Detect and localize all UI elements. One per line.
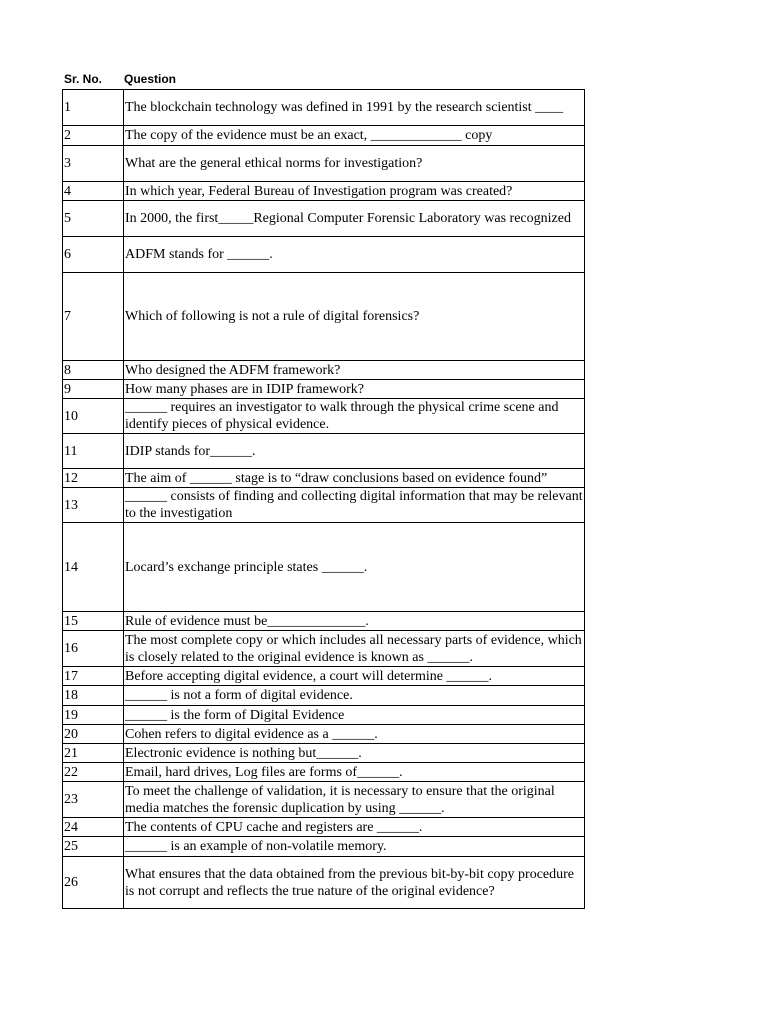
row-number: 25 [63, 837, 124, 857]
row-number: 14 [63, 523, 124, 612]
question-text: In which year, Federal Bureau of Investigation program was created? [124, 182, 585, 201]
table-row [63, 818, 585, 837]
question-text: The contents of CPU cache and registers are ______. [124, 818, 585, 837]
table-row [63, 667, 585, 686]
table-row [63, 380, 585, 399]
row-number: 18 [63, 686, 124, 706]
question-text: In 2000, the first_____Regional Computer Forensic Laboratory was recognized [124, 201, 585, 237]
row-number: 4 [63, 182, 124, 201]
table-row [63, 434, 585, 469]
table-row [63, 182, 585, 201]
question-text: What are the general ethical norms for investigation? [124, 146, 585, 182]
table-row [63, 837, 585, 857]
header-sr-no: Sr. No. [64, 72, 103, 86]
header-question: Question [124, 72, 177, 86]
question-text: The blockchain technology was defined in 1991 by the research scientist ____ [124, 90, 585, 126]
table-row [63, 488, 585, 523]
question-text: ______ consists of finding and collecting digital information that may be relevant to the investigation [125, 489, 583, 521]
row-number: 23 [63, 782, 124, 818]
table-row [63, 725, 585, 744]
table-row [63, 273, 585, 361]
row-number: 10 [63, 399, 124, 434]
row-number: 19 [63, 706, 124, 725]
table-row [63, 744, 585, 763]
question-text: Which of following is not a rule of digital forensics? [124, 273, 585, 361]
row-number: 21 [63, 744, 124, 763]
question-text: ______ is an example of non-volatile memory. [124, 837, 585, 857]
question-sheet [62, 70, 584, 909]
table-row [63, 763, 585, 782]
table-row [63, 90, 585, 126]
table-row [63, 126, 585, 146]
table-row [63, 686, 585, 706]
table-row [63, 201, 585, 237]
row-number: 15 [63, 612, 124, 631]
row-number: 1 [63, 90, 124, 126]
table-row [63, 612, 585, 631]
table-row [63, 706, 585, 725]
question-text: How many phases are in IDIP framework? [124, 380, 585, 399]
question-text: ADFM stands for ______. [124, 237, 585, 273]
question-text: To meet the challenge of validation, it is necessary to ensure that the original media matches the forensic duplication by using ______. [124, 782, 585, 818]
row-number: 5 [63, 201, 124, 237]
row-number: 8 [63, 361, 124, 380]
question-text: What ensures that the data obtained from the previous bit-by-bit copy procedure is not corrupt and reflects the true nature of the original evidence? [124, 857, 585, 909]
question-text: Cohen refers to digital evidence as a ______. [124, 725, 585, 744]
question-text: Email, hard drives, Log files are forms of______. [124, 763, 585, 782]
row-number: 13 [63, 488, 124, 523]
question-text: Before accepting digital evidence, a court will determine ______. [124, 667, 585, 686]
question-text: Who designed the ADFM framework? [124, 361, 585, 380]
question-text: Rule of evidence must be______________. [124, 612, 585, 631]
table-row [63, 782, 585, 818]
row-number: 7 [63, 273, 124, 361]
row-number: 12 [63, 469, 124, 488]
row-number: 26 [63, 857, 124, 909]
question-text: Locard’s exchange principle states ______. [124, 523, 585, 612]
row-number: 11 [63, 434, 124, 469]
questions-table [62, 89, 585, 909]
row-number: 20 [63, 725, 124, 744]
question-text: ______ is the form of Digital Evidence [124, 706, 585, 725]
row-number: 17 [63, 667, 124, 686]
table-row [63, 146, 585, 182]
question-text: The most complete copy or which includes all necessary parts of evidence, which is closely related to the original evidence is known as ______. [124, 631, 585, 667]
question-text: Electronic evidence is nothing but______. [124, 744, 585, 763]
row-number: 16 [63, 631, 124, 667]
row-number: 3 [63, 146, 124, 182]
question-text: The copy of the evidence must be an exact, _____________ copy [124, 126, 585, 146]
row-number: 2 [63, 126, 124, 146]
table-row [63, 399, 585, 434]
question-text: ______ is not a form of digital evidence. [124, 686, 585, 706]
table-row [63, 237, 585, 273]
row-number: 9 [63, 380, 124, 399]
question-text: IDIP stands for______. [124, 434, 585, 469]
row-number: 24 [63, 818, 124, 837]
table-row [63, 523, 585, 612]
table-row [63, 469, 585, 488]
table-row [63, 361, 585, 380]
row-number: 22 [63, 763, 124, 782]
row-number: 6 [63, 237, 124, 273]
table-row [63, 857, 585, 909]
table-header [62, 70, 584, 89]
question-text: The aim of ______ stage is to “draw conclusions based on evidence found” [124, 469, 585, 488]
question-text: ______ requires an investigator to walk through the physical crime scene and identify pieces of physical evidence. [124, 399, 585, 434]
table-row [63, 631, 585, 667]
